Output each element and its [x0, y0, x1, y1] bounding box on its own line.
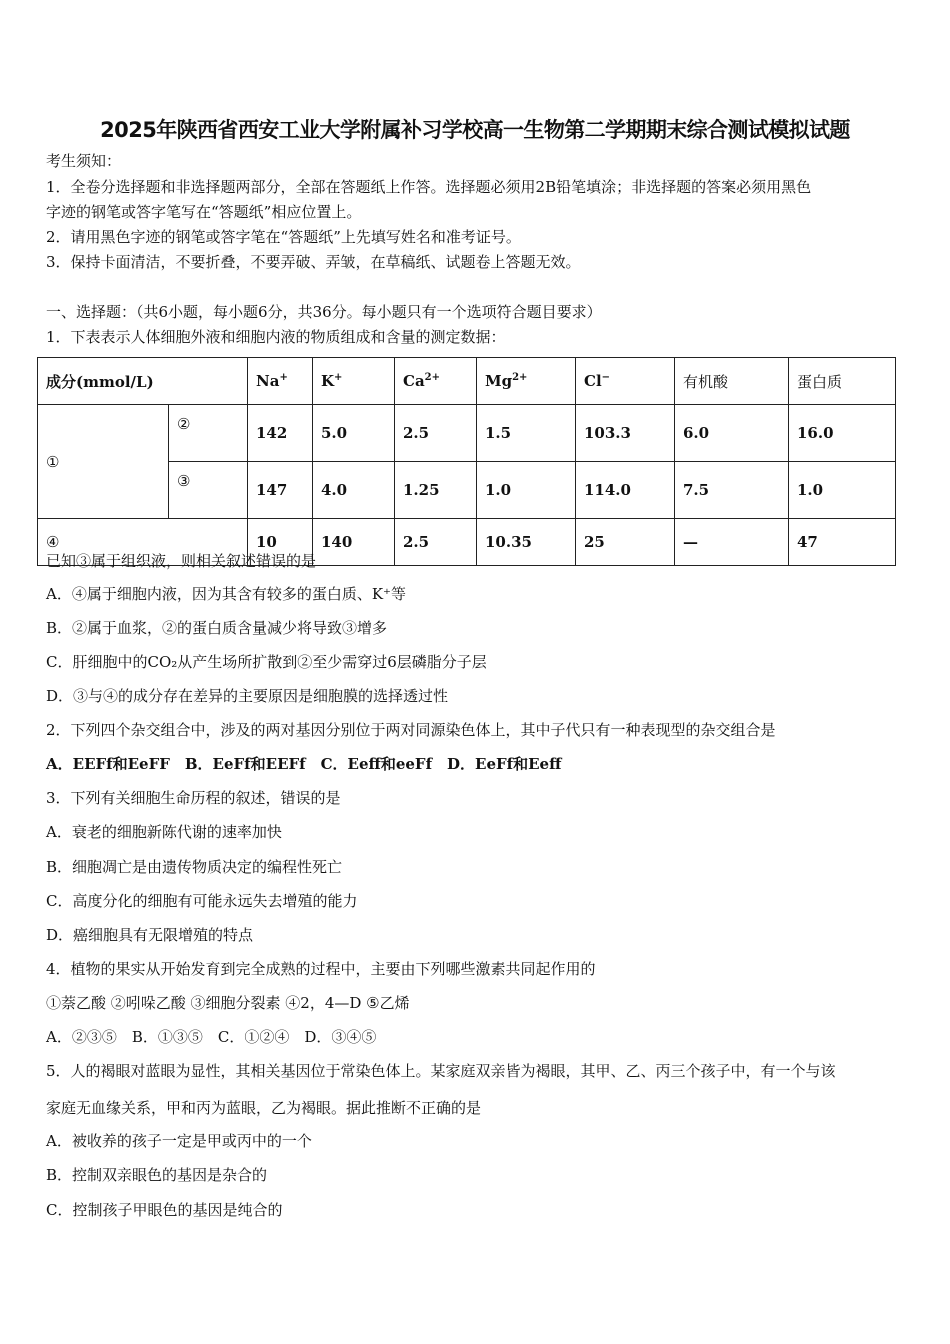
header-sup: − [601, 372, 611, 383]
q1-option-b: B．②属于血浆，②的蛋白质含量减少将导致③增多 [46, 619, 388, 637]
q3-option-b: B．细胞凋亡是由遗传物质决定的编程性死亡 [46, 858, 343, 876]
header-cell [477, 358, 576, 405]
cell: 25 [576, 519, 675, 566]
q5-option-c: C．控制孩子甲眼色的基因是纯合的 [46, 1201, 283, 1219]
cell: 4.0 [313, 462, 395, 519]
cell: 2.5 [395, 519, 477, 566]
q1-option-a: A．④属于细胞内液，因为其含有较多的蛋白质、K⁺等 [46, 585, 406, 603]
cell: 1.5 [477, 405, 576, 462]
cell: 10 [248, 519, 313, 566]
q1-option-d: D．③与④的成分存在差异的主要原因是细胞膜的选择透过性 [46, 687, 449, 705]
cell: 1.0 [789, 462, 896, 519]
table-header-row [38, 358, 896, 405]
cell: 114.0 [576, 462, 675, 519]
cell: 10.35 [477, 519, 576, 566]
notice-line: 字迹的钢笔或答字笔写在“答题纸”相应位置上。 [46, 203, 362, 221]
header-text: K [321, 372, 335, 390]
header-cell: 有机酸 [675, 358, 789, 405]
page-title: 2025年陕西省西安工业大学附属补习学校高一生物第二学期期末综合测试模拟试题 [100, 118, 850, 142]
cell: 7.5 [675, 462, 789, 519]
q1-stem: 1．下表表示人体细胞外液和细胞内液的物质组成和含量的测定数据： [46, 328, 506, 346]
q3-option-d: D．癌细胞具有无限增殖的特点 [46, 926, 254, 944]
data-table [37, 357, 896, 566]
q5-option-b: B．控制双亲眼色的基因是杂合的 [46, 1166, 268, 1184]
header-text: 成分(mmol/L) [46, 372, 154, 391]
row-label: ④ [38, 519, 248, 566]
cell: — [675, 519, 789, 566]
cell: 6.0 [675, 405, 789, 462]
header-sup: + [334, 372, 343, 383]
q4-stem: 4．植物的果实从开始发育到完全成熟的过程中，主要由下列哪些激素共同起作用的 [46, 960, 596, 978]
group-cell: ① [38, 405, 169, 519]
header-cell [576, 358, 675, 405]
q3-option-a: A．衰老的细胞新陈代谢的速率加快 [46, 823, 282, 841]
notice-heading: 考生须知： [46, 152, 122, 170]
q5-stem-cont: 家庭无血缘关系，甲和丙为蓝眼，乙为褐眼。据此推断不正确的是 [46, 1099, 482, 1117]
header-cell [313, 358, 395, 405]
notice-line: 2．请用黑色字迹的钢笔或答字笔在“答题纸”上先填写姓名和准考证号。 [46, 228, 521, 246]
header-cell [38, 358, 248, 405]
header-sup: 2+ [512, 372, 528, 383]
header-text: Mg [485, 372, 513, 390]
table-row [38, 405, 896, 462]
section-heading: 一、选择题：（共6小题，每小题6分，共36分。每小题只有一个选项符合题目要求） [46, 303, 602, 321]
row-label: ③ [169, 462, 248, 519]
header-text: Na [256, 372, 280, 390]
header-text: Cl [584, 372, 602, 390]
notice-line: 1．全卷分选择题和非选择题两部分，全部在答题纸上作答。选择题必须用2B铅笔填涂；非选择题的答案必须用黑色 [46, 178, 812, 196]
cell: 5.0 [313, 405, 395, 462]
cell: 142 [248, 405, 313, 462]
q2-options: A．EEFf和EeFF B．EeFf和EEFf C．Eeff和eeFf D．EeFf和Eeff [46, 755, 562, 773]
q5-stem: 5．人的褐眼对蓝眼为显性，其相关基因位于常染色体上。某家庭双亲皆为褐眼，其甲、乙、丙三个孩子中，有一个与该 [46, 1062, 836, 1080]
cell: 1.25 [395, 462, 477, 519]
header-cell [395, 358, 477, 405]
cell: 2.5 [395, 405, 477, 462]
cell: 103.3 [576, 405, 675, 462]
header-sup: + [279, 372, 288, 383]
cell: 47 [789, 519, 896, 566]
notice-line: 3．保持卡面清洁，不要折叠，不要弄破、弄皱，在草稿纸、试题卷上答题无效。 [46, 253, 581, 271]
header-cell: 蛋白质 [789, 358, 896, 405]
q4-options: A．②③⑤ B．①③⑤ C．①②④ D．③④⑤ [46, 1028, 377, 1046]
q1-option-c: C．肝细胞中的CO₂从产生场所扩散到②至少需穿过6层磷脂分子层 [46, 653, 487, 671]
q2-stem: 2．下列四个杂交组合中，涉及的两对基因分别位于两对同源染色体上，其中子代只有一种表现型的杂交组合是 [46, 721, 776, 739]
header-cell [248, 358, 313, 405]
q4-items: ①萘乙酸 ②吲哚乙酸 ③细胞分裂素 ④2，4—D ⑤乙烯 [46, 994, 410, 1012]
cell: 16.0 [789, 405, 896, 462]
cell: 147 [248, 462, 313, 519]
cell: 140 [313, 519, 395, 566]
q3-option-c: C．高度分化的细胞有可能永远失去增殖的能力 [46, 892, 358, 910]
q5-option-a: A．被收养的孩子一定是甲或丙中的一个 [46, 1132, 312, 1150]
header-sup: 2+ [424, 372, 441, 383]
cell: 1.0 [477, 462, 576, 519]
row-label: ② [169, 405, 248, 462]
header-text: Ca [403, 372, 425, 390]
q1-known: 已知③属于组织液，则相关叙述错误的是 [46, 552, 317, 570]
q3-stem: 3．下列有关细胞生命历程的叙述，错误的是 [46, 789, 341, 807]
